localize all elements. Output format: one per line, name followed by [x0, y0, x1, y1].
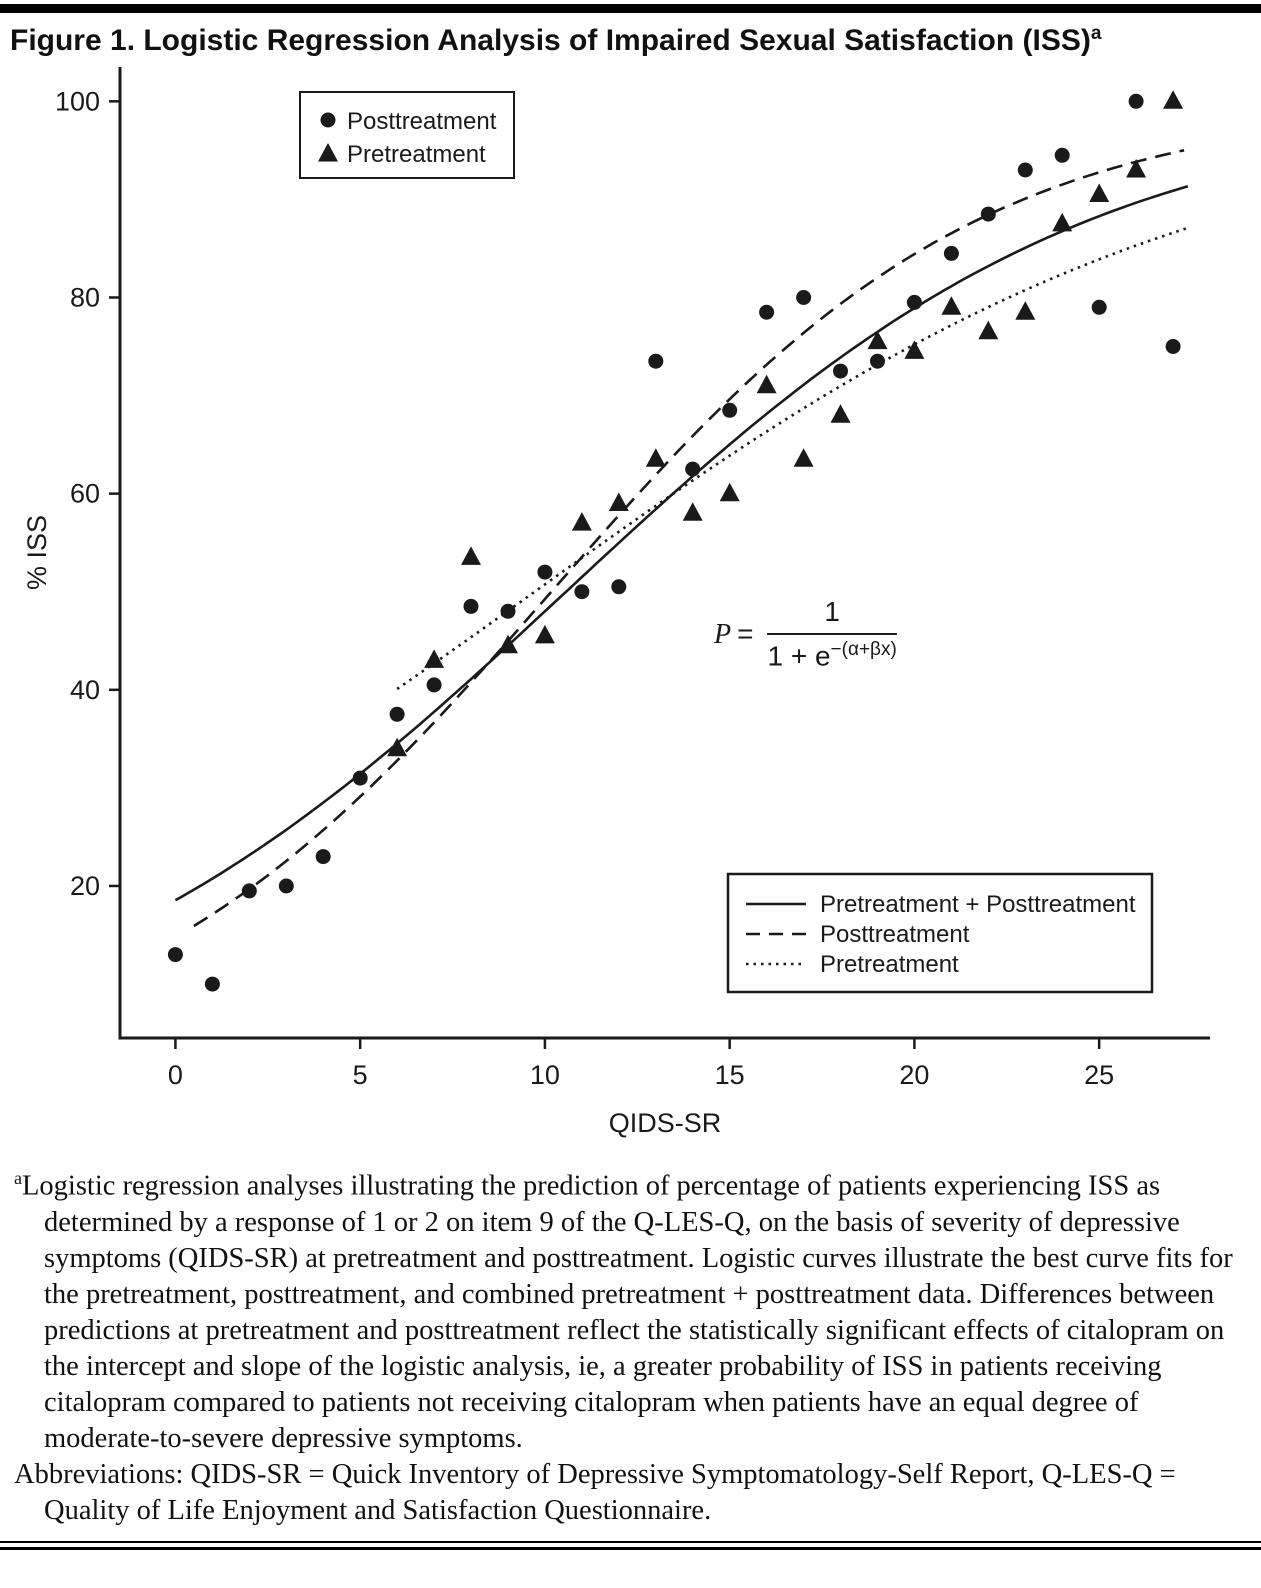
y-axis-label: % ISS	[22, 514, 52, 591]
footnote-a	[14, 1160, 1249, 1457]
data-point-posttreatment	[796, 290, 811, 305]
top-rule	[0, 4, 1261, 13]
data-point-posttreatment	[1092, 300, 1107, 315]
y-tick-label: 100	[54, 86, 100, 117]
data-point-posttreatment	[353, 771, 368, 786]
logistic-formula	[714, 596, 897, 672]
figure-title	[0, 23, 1261, 58]
title-superscript-marker: a	[1090, 23, 1102, 44]
curve-legend-label: Pretreatment + Posttreatment	[820, 891, 1136, 918]
curve-dashed	[194, 150, 1184, 926]
formula-numerator: 1	[767, 596, 896, 635]
data-point-pretreatment	[720, 483, 740, 502]
data-point-pretreatment	[461, 546, 481, 565]
data-point-pretreatment	[646, 448, 666, 467]
formula-fraction	[767, 596, 896, 672]
data-point-pretreatment	[1052, 213, 1072, 232]
data-point-pretreatment	[683, 502, 703, 521]
figure-chart	[0, 62, 1261, 1152]
x-tick-label: 15	[714, 1060, 745, 1090]
data-point-posttreatment	[242, 883, 257, 898]
data-point-pretreatment	[609, 493, 629, 512]
legend-marker-circle	[321, 113, 336, 128]
data-point-pretreatment	[831, 404, 851, 423]
data-point-posttreatment	[168, 947, 183, 962]
y-tick-label: 20	[69, 870, 100, 901]
data-point-posttreatment	[722, 403, 737, 418]
data-point-pretreatment	[535, 625, 555, 644]
figure-footnotes	[0, 1152, 1261, 1529]
data-point-posttreatment	[390, 707, 405, 722]
data-point-pretreatment	[757, 375, 777, 394]
data-point-pretreatment	[868, 331, 888, 350]
data-point-posttreatment	[1166, 339, 1181, 354]
data-point-posttreatment	[833, 364, 848, 379]
data-point-posttreatment	[501, 604, 516, 619]
y-tick-label: 80	[69, 282, 100, 313]
data-point-posttreatment	[981, 207, 996, 222]
chart-svg	[0, 62, 1261, 1152]
formula-p: P	[714, 618, 732, 650]
x-tick-label: 0	[167, 1060, 183, 1090]
data-point-posttreatment	[279, 879, 294, 894]
figure-title-text: Figure 1. Logistic Regression Analysis of Impaired Sexual Satisfaction (ISS)	[10, 24, 1091, 57]
data-point-posttreatment	[1129, 94, 1144, 109]
footnote-marker: a	[14, 1168, 22, 1188]
x-axis-label: QIDS-SR	[608, 1108, 722, 1138]
formula-equals: =	[737, 617, 754, 649]
data-point-posttreatment	[1018, 163, 1033, 178]
data-point-posttreatment	[944, 246, 959, 261]
marker-legend-label: Pretreatment	[347, 141, 486, 168]
data-point-pretreatment	[387, 738, 407, 757]
bottom-rule	[0, 1541, 1261, 1550]
curve-legend-label: Pretreatment	[820, 951, 959, 978]
data-point-posttreatment	[685, 462, 700, 477]
x-tick-label: 20	[899, 1060, 930, 1090]
curve-legend-label: Posttreatment	[820, 921, 970, 948]
footnote-text: Logistic regression analyses illustrating the prediction of percentage of patients experiencing ISS as determined by a response of 1 or 2 on item 9 of the Q-LES-Q, on the basis of severity of depressive symptoms (QIDS-SR) at pretreatment and posttreatment. Logistic curves illustrate the best curve fits for the pretreatment, posttreatment, and combined pretreatment + posttreatment data. Differences between predictions at pretreatment and posttreatment reflect the statistically significant effects of citalopram on the intercept and slope of the logistic analysis, ie, a greater probability of ISS in patients receiving citalopram compared to patients not receiving citalopram when patients have an equal degree of moderate-to-severe depressive symptoms.	[22, 1170, 1233, 1454]
data-point-pretreatment	[1015, 301, 1035, 320]
data-point-pretreatment	[1163, 90, 1183, 109]
x-tick-label: 10	[529, 1060, 560, 1090]
data-point-posttreatment	[537, 565, 552, 580]
formula-denominator-base: 1 + e	[767, 640, 831, 672]
data-point-posttreatment	[1055, 148, 1070, 163]
data-point-posttreatment	[316, 849, 331, 864]
data-point-posttreatment	[205, 977, 220, 992]
formula-denominator	[767, 635, 896, 672]
formula-lhs	[714, 618, 753, 651]
y-tick-label: 40	[69, 674, 100, 705]
data-point-posttreatment	[574, 584, 589, 599]
abbreviations	[14, 1457, 1249, 1529]
data-point-pretreatment	[941, 296, 961, 315]
x-tick-label: 25	[1084, 1060, 1115, 1090]
data-point-pretreatment	[1126, 159, 1146, 178]
data-point-pretreatment	[794, 448, 814, 467]
data-point-pretreatment	[1089, 184, 1109, 203]
data-point-posttreatment	[759, 305, 774, 320]
abbreviations-text: Abbreviations: QIDS-SR = Quick Inventory of Depressive Symptomatology-Self Report, Q-LES-Q = Quality of Life Enjoyment and Satisfaction Questionnaire.	[14, 1458, 1176, 1526]
data-point-posttreatment	[611, 579, 626, 594]
data-point-pretreatment	[904, 340, 924, 359]
data-point-posttreatment	[907, 295, 922, 310]
data-point-posttreatment	[464, 599, 479, 614]
data-point-pretreatment	[572, 512, 592, 531]
data-point-posttreatment	[870, 354, 885, 369]
data-point-posttreatment	[648, 354, 663, 369]
data-point-pretreatment	[978, 321, 998, 340]
x-tick-label: 5	[352, 1060, 368, 1090]
data-point-posttreatment	[427, 677, 442, 692]
curve-solid	[175, 186, 1187, 900]
formula-exponent: −(α+βx)	[830, 639, 897, 660]
y-tick-label: 60	[69, 478, 100, 509]
marker-legend-label: Posttreatment	[347, 108, 497, 135]
